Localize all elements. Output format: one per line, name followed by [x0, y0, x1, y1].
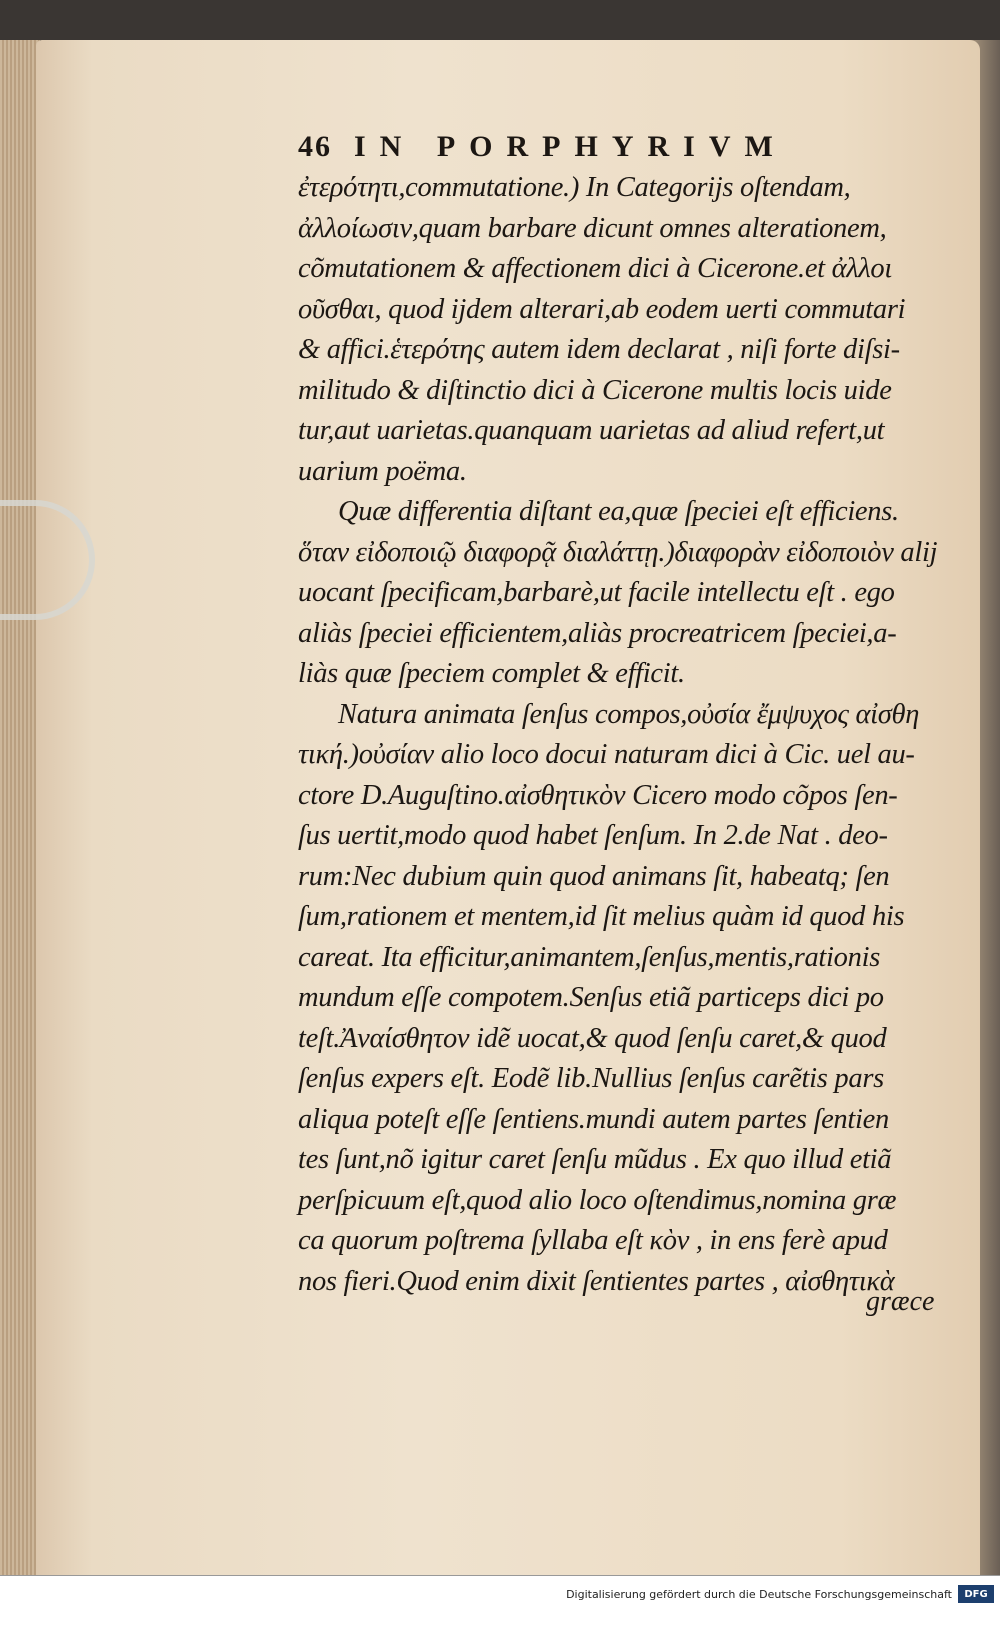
page-number: 46 [298, 130, 332, 163]
text-line: ſum,rationem et mentem,id ſit melius quàm id quod his [298, 901, 905, 932]
text-line: & affici.ἑτερότης autem idem declarat , niſi forte diſsi- [298, 334, 900, 365]
text-line: ἐτερότητι,commutatione.) In Categorijs oſtendam, [298, 172, 851, 203]
text-line: ἀλλοίωσιν,quam barbare dicunt omnes alterationem, [298, 212, 887, 244]
text-line: ὅταν εἰδοποιῷ διαφορᾷ διαλάττῃ.)διαφορὰν εἰδοποιὸν alij [298, 536, 938, 568]
text-line: cõmutationem & affectionem dici à Cicerone.et ἀλλοι [298, 253, 892, 284]
text-line: τική.)οὐσίαν alio loco docui naturam dici à Cic. uel au- [298, 739, 915, 770]
text-line: ctore D.Auguſtino.αἰσθητικὸν Cicero modo cõpos ſen- [298, 779, 898, 811]
text-line: teſt.Ἀναίσθητον idẽ uocat,& quod ſenſu caret,& quod [298, 1022, 887, 1054]
text-line: careat. Ita efficitur,animantem,ſenſus,mentis,rationis [298, 941, 880, 973]
text-line: liàs quæ ſpeciem complet & efficit. [298, 658, 685, 689]
running-head-title: IN PORPHYRIVM [354, 130, 787, 163]
text-line: ca quorum poſtrema ſyllaba eſt κὸν , in ens ferè apud [298, 1225, 888, 1256]
text-line: Natura animata ſenſus compos,οὐσία ἔμψυχος αἰσθη [338, 698, 920, 730]
text-line: aliqua poteſt eſſe ſentiens.mundi autem partes ſentien [298, 1103, 889, 1135]
text-line: militudo & diſtinctio dici à Cicerone multis locis uide [298, 374, 892, 406]
text-line: tur,aut uarietas.quanquam uarietas ad aliud refert,ut [298, 415, 885, 446]
text-line: nos fieri.Quod enim dixit ſentientes partes , αἰσθητικὰ [298, 1265, 895, 1297]
text-line: rum:Nec dubium quin quod animans ſit, habeatq; ſen [298, 860, 890, 892]
text-line: Quæ differentia diſtant ea,quæ ſpeciei eſt efficiens. [338, 496, 899, 527]
running-head [298, 130, 938, 164]
text-line: ſenſus expers eſt. Eodẽ lib.Nullius ſenſus carẽtis pars [298, 1063, 884, 1094]
text-line: uocant ſpecificam,barbarè,ut facile intellectu eſt . ego [298, 577, 895, 608]
text-line: tes ſunt,nõ igitur caret ſenſu mũdus . Ex quo illud etiã [298, 1144, 892, 1175]
text-line: ſus uertit,modo quod habet ſenſum. In 2.de Nat . deo- [298, 820, 888, 851]
text-line: uarium poëma. [298, 455, 467, 487]
footer-bar [0, 1575, 1000, 1631]
text-line: perſpicuum eſt,quod alio loco oſtendimus,nomina græ [298, 1184, 897, 1216]
footer-credit: Digitalisierung gefördert durch die Deutsche Forschungsgemeinschaft [566, 1588, 952, 1601]
text-line: mundum eſſe compotem.Senſus etiã particeps dici po [298, 982, 884, 1013]
text-block [298, 130, 938, 1302]
text-line: aliàs ſpeciei efficientem,aliàs procreatricem ſpeciei,a- [298, 617, 897, 649]
page-stack-edge [0, 40, 40, 1575]
scan-background [0, 0, 1000, 40]
catchword: græce [866, 1286, 935, 1317]
body-text [298, 168, 938, 1302]
text-line: οῦσθαι, quod ijdem alterari,ab eodem uerti commutari [298, 293, 906, 325]
dfg-logo: DFG [958, 1585, 994, 1603]
